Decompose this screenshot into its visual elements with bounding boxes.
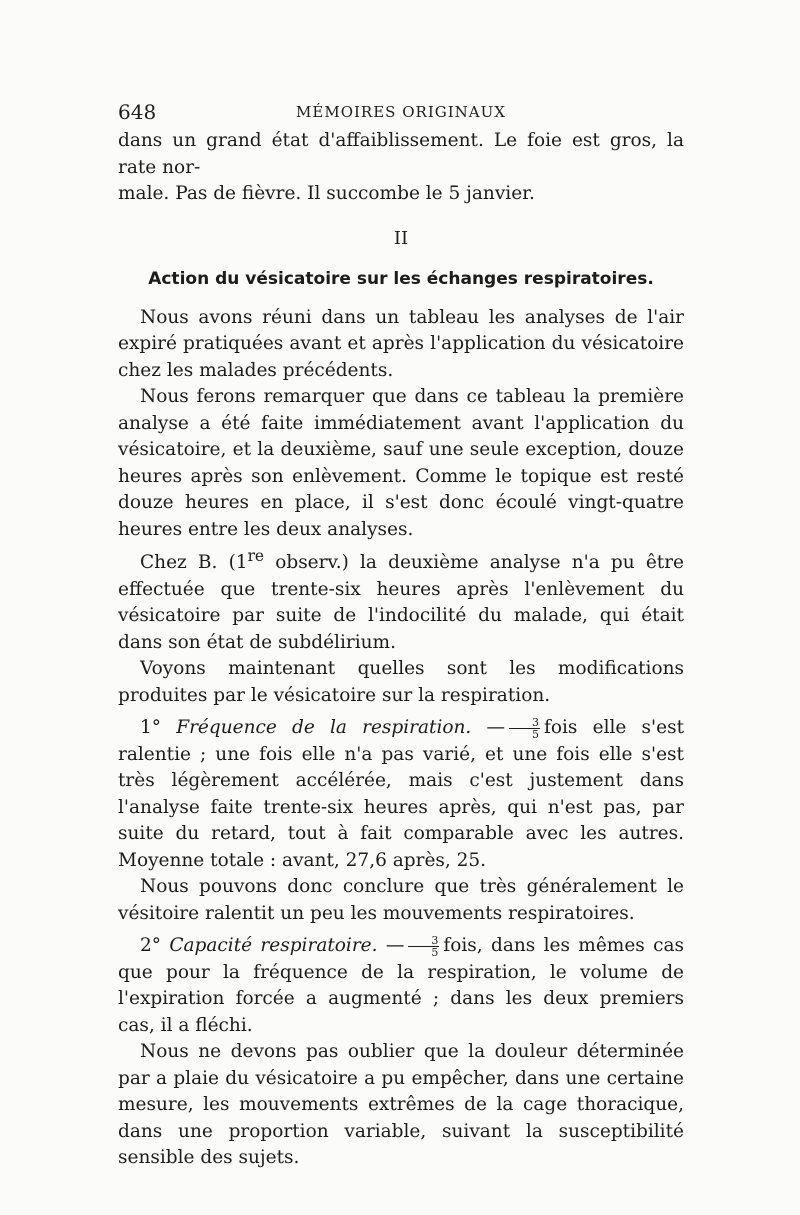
paragraph-text: fois, dans les mêmes cas que pour la fréquence de la respiration, le volume de l'expiration forcée a augmenté ; dans les deux premiers cas, il a fléchi. [118,935,684,1036]
section-number: II [393,227,409,249]
paragraph: Nous avons réuni dans un tableau les analyses de l'air expiré pratiquées avant et après l'application du vésicatoire chez les malades précédents. [118,306,684,381]
page-body [118,128,684,1172]
page-header [118,100,684,126]
fraction-numerator: 3 [509,717,540,729]
running-title: MÉMOIRES ORIGINAUX [296,103,506,121]
item-title: Fréquence de la respiration. [176,717,472,739]
paragraph: Nous pouvons donc conclure que très généralement le vésitoire ralentit un peu les mouvements respiratoires. [118,876,684,924]
dash: — [385,935,405,957]
paragraph: Nous ne devons pas oublier que la douleur déterminée par a plaie du vésicatoire a pu empêcher, dans une certaine mesure, les mouvements extrêmes de la cage thoracique, dans une proportion variable, suivant la susceptibilité sensible des sujets. [118,1041,684,1169]
page-number: 648 [118,100,157,124]
fraction-denominator: 5 [532,727,540,741]
paragraph: Voyons maintenant quelles sont les modifications produites par le vésicatoire sur la respiration. [118,658,684,706]
section-title: Action du vésicatoire sur les échanges respiratoires. [148,269,654,289]
paragraph: Nous ferons remarquer que dans ce tableau la première analyse a été faite immédiatement avant l'application du vésicatoire, et la deuxième, sauf une seule exception, douze heures après son enlèvement. Comme le topique est resté douze heures en place, il s'est donc écoulé vingt-quatre heures entre les deux analyses. [118,386,684,540]
fraction [408,935,439,958]
intro-line: male. Pas de fièvre. Il succombe le 5 janvier. [118,183,535,204]
paragraph-frequency [118,715,684,874]
paragraph-text: Chez B. (1 [140,552,248,574]
paragraph-capacity [118,933,684,1039]
item-number: 1° [140,717,162,739]
fraction [509,717,540,740]
item-title: Capacité respiratoire. [169,935,378,957]
dash: — [486,717,506,739]
paragraph [118,543,684,656]
item-number: 2° [140,935,162,957]
fraction-denominator: 5 [431,945,439,959]
ordinal-superscript: re [247,547,265,565]
paragraph-text: observ.) la deuxième analyse n'a pu être effectuée que trente-six heures après l'enlèvement du vésicatoire par suite de l'indocilité du malade, qui était dans son état de subdélirium. [118,552,684,653]
fraction-numerator: 3 [408,935,439,947]
paragraph-text: fois elle s'est ralentie ; une fois elle n'a pas varié, et une fois elle s'est très légèrement accélérée, mais c'est justement dans l'analyse faite trente-six heures après, qui n'est pas, par suite du retard, tout à fait comparable avec les autres. Moyenne totale : avant, 27,6 après, 25. [118,717,685,871]
intro-line: dans un grand état d'affaiblissement. Le foie est gros, la rate nor- [118,130,684,178]
